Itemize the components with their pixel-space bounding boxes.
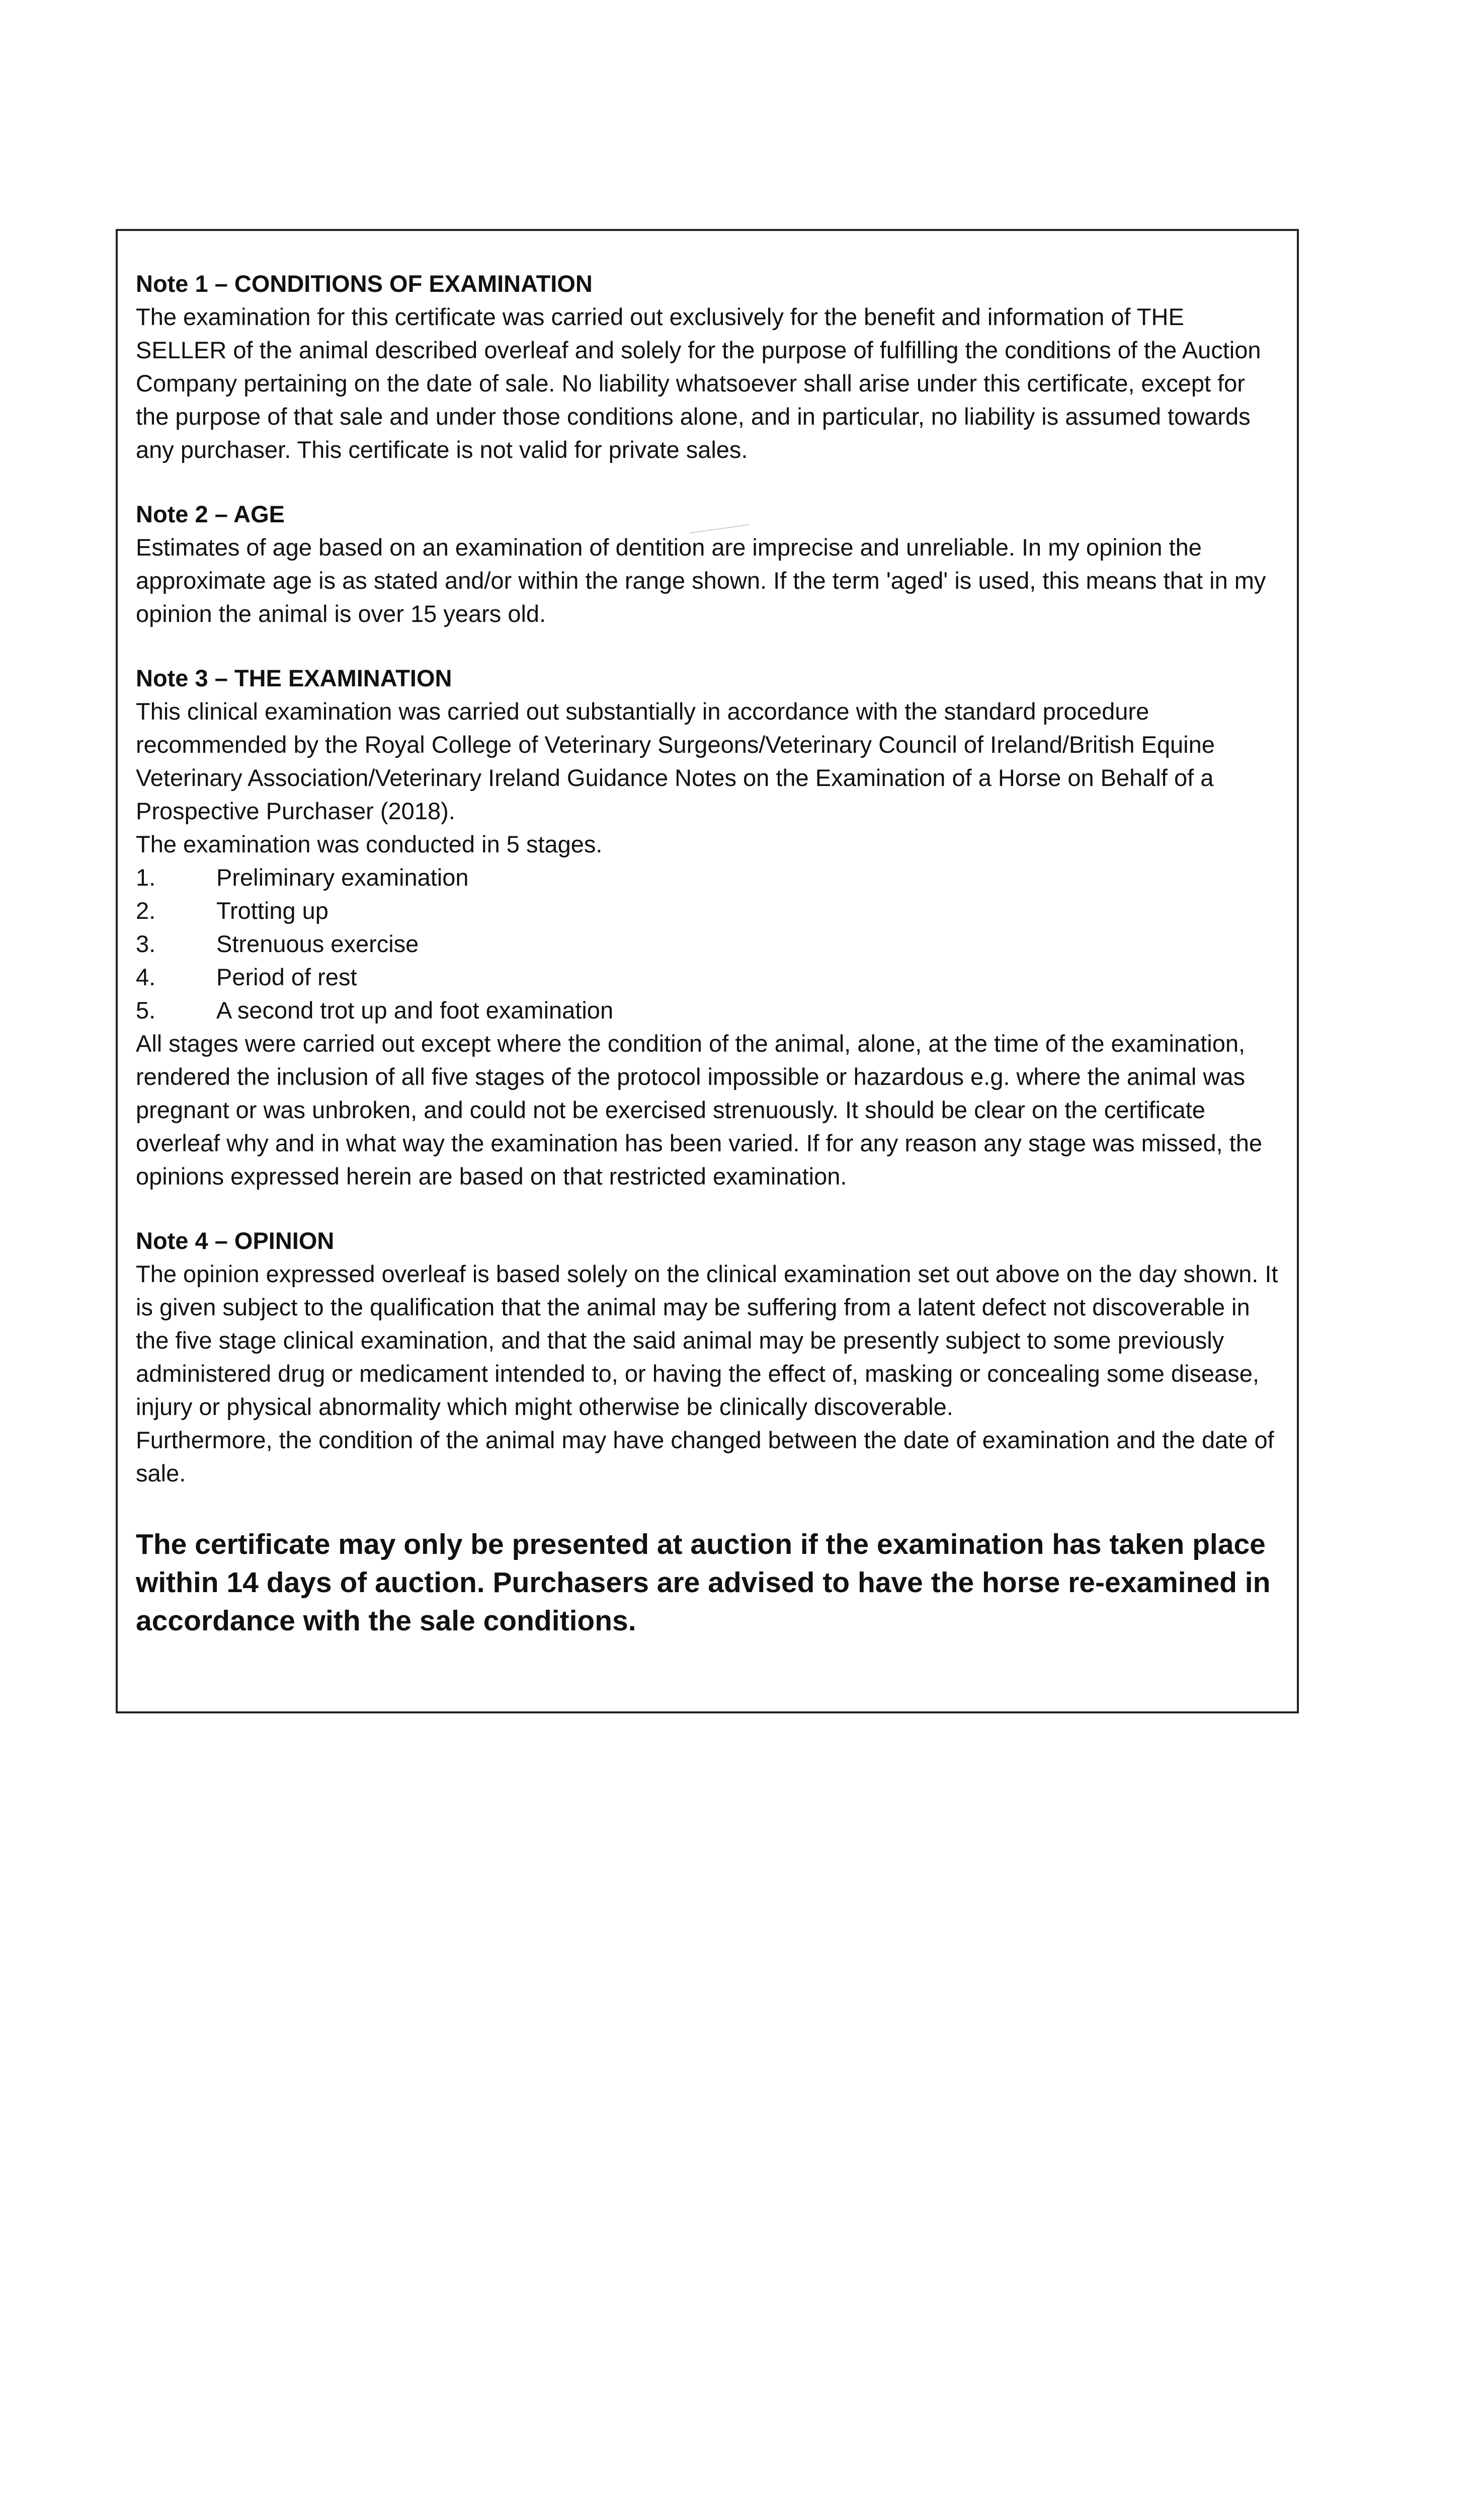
- stage-label: Trotting up: [216, 897, 328, 924]
- notes-box: [116, 229, 1299, 1713]
- note-4-addendum: Furthermore, the condition of the animal may have changed between the date of examination and the date of sale.: [136, 1427, 1274, 1486]
- list-item: [136, 994, 1279, 1027]
- note-3: [136, 662, 1279, 1193]
- stage-label: Strenuous exercise: [216, 930, 419, 957]
- auction-warning: The certificate may only be presented at auction if the examination has taken place within 14 days of auction. Purchasers are advised to have the horse re-examined in accordance with the sale conditions.: [136, 1528, 1271, 1637]
- stage-label: A second trot up and foot examination: [216, 997, 614, 1024]
- list-item: [136, 861, 1279, 894]
- stage-number: 5.: [136, 997, 156, 1024]
- stage-label: Preliminary examination: [216, 864, 469, 891]
- stage-number: 2.: [136, 897, 156, 924]
- note-3-stages-intro: The examination was conducted in 5 stages.: [136, 831, 603, 857]
- note-1-heading: Note 1 – CONDITIONS OF EXAMINATION: [136, 270, 593, 297]
- stage-number: 4.: [136, 964, 156, 990]
- list-item: [136, 927, 1279, 961]
- note-2-heading: Note 2 – AGE: [136, 501, 285, 527]
- stage-label: Period of rest: [216, 964, 357, 990]
- list-item: [136, 961, 1279, 994]
- note-2-body: Estimates of age based on an examination of dentition are imprecise and unreliable. In my opinion the approximate age is as stated and/or within the range shown. If the term 'aged' is used, this means that in my opinion the animal is over 15 years old.: [136, 534, 1266, 627]
- note-3-intro: This clinical examination was carried out substantially in accordance with the standard procedure recommended by the Royal College of Veterinary Surgeons/Veterinary Council of Ireland/British Equine Veterinary Association/Veterinary Ireland Guidance Notes on the Examination of a Horse on Behalf of a Prospective Purchaser (2018).: [136, 698, 1215, 824]
- list-item: [136, 894, 1279, 927]
- stage-list: [136, 861, 1279, 1027]
- stage-number: 3.: [136, 930, 156, 957]
- note-4-heading: Note 4 – OPINION: [136, 1227, 335, 1254]
- note-2: [136, 498, 1279, 631]
- note-4-body: The opinion expressed overleaf is based solely on the clinical examination set out above on the day shown. It is given subject to the qualification that the animal may be suffering from a latent defect not discoverable in the five stage clinical examination, and that the said animal may be presently subject to some previously administered drug or medicament intended to, or having the effect of, masking or concealing some disease, injury or physical abnormality which might otherwise be clinically discoverable.: [136, 1261, 1278, 1420]
- note-4: [136, 1224, 1279, 1490]
- note-1: [136, 267, 1279, 466]
- stage-number: 1.: [136, 864, 156, 891]
- note-1-body: The examination for this certificate was carried out exclusively for the benefit and information of THE SELLER of the animal described overleaf and solely for the purpose of fulfilling the conditions of the Auction Company pertaining on the date of sale. No liability whatsoever shall arise under this certificate, except for the purpose of that sale and under those conditions alone, and in particular, no liability is assumed towards any purchaser. This certificate is not valid for private sales.: [136, 303, 1261, 463]
- note-3-heading: Note 3 – THE EXAMINATION: [136, 665, 452, 691]
- note-3-outro: All stages were carried out except where the condition of the animal, alone, at the time of the examination, rendered the inclusion of all five stages of the protocol impossible or hazardous e.g. where the animal was pregnant or was unbroken, and could not be exercised strenuously. It should be clear on the certificate overleaf why and in what way the examination has been varied. If for any reason any stage was missed, the opinions expressed herein are based on that restricted examination.: [136, 1030, 1262, 1190]
